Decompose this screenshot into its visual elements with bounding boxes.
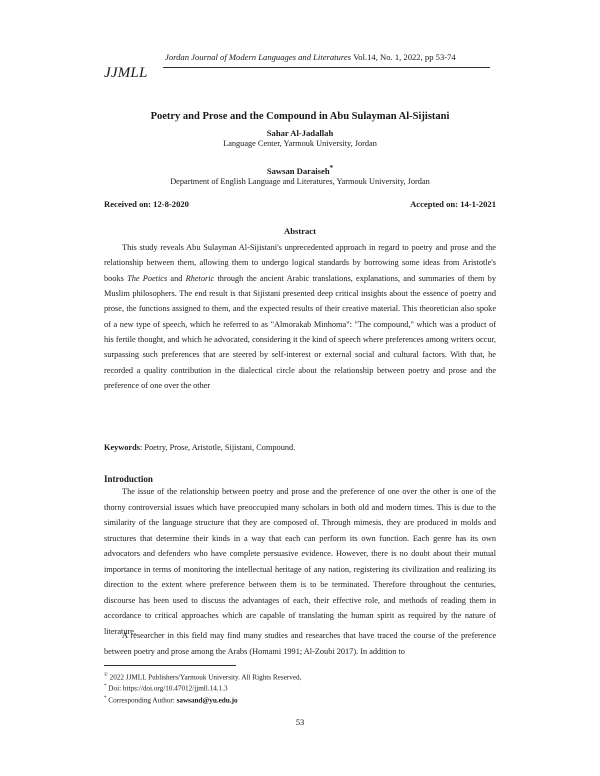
journal-header: [165, 52, 495, 62]
footnotes: [104, 671, 496, 705]
dates-row: [104, 199, 496, 209]
page-number: 53: [295, 717, 305, 727]
corresponding-email[interactable]: sawsand@yu.edu.jo: [176, 696, 238, 705]
footnote-copyright: © 2022 JJMLL Publishers/Yarmouk University. All Rights Reserved,: [104, 673, 302, 682]
doi-link[interactable]: Doi: https://doi.org/10.47012/jjmll.14.1.3: [106, 684, 228, 693]
author-name: Sawsan Daraiseh*: [266, 164, 334, 176]
journal-volume: Vol.14, No. 1, 2022, pp 53-74: [353, 52, 456, 62]
author-name: Sahar Al-Jadallah: [266, 128, 334, 138]
journal-logo: JJMLL: [104, 65, 148, 81]
keywords-list: : Poetry, Prose, Aristotle, Sijistani, Compound.: [139, 443, 296, 452]
book-title-poetics: The Poetics: [127, 273, 168, 283]
book-title-rhetoric: Rhetoric: [185, 273, 215, 283]
footnote-corresponding: * Corresponding Author: sawsand@yu.edu.jo: [104, 695, 238, 705]
footnote-doi: * Doi: https://doi.org/10.47012/jjmll.14.1.3: [104, 684, 228, 693]
accepted-date: Accepted on: 14-1-2021: [410, 199, 496, 209]
abstract-heading: Abstract: [284, 226, 316, 236]
body-paragraph-1: The issue of the relationship between poetry and prose and the preference of one over the other is one of the thorny controversial issues which have preoccupied many scholars in both old and modern times. This is due to the similarity of the language structure that they are composed of. Through mimesis, they are produced in molds and structures that determine their kinds in a way that each can perform its own function. Each genre has its own advocators and defenders who have complete persuasive evidence. However, there is no doubt about their mutual importance in terms of monitoring the intellectual heritage of any nation, registering its civilization and realizing its direction to the extent where preference between them is to be terminated. Therefore throughout the centuries, discourse has been used to discuss the advantages of each, their effective role, and methods of reading them in accordance to critical approaches which are capable of translating the human spirit as required by the nature of literature.: [104, 487, 496, 636]
paper-title: Poetry and Prose and the Compound in Abu Sulayman Al-Sijistani: [150, 111, 450, 122]
footnote-divider: [104, 665, 236, 666]
header-divider: [163, 67, 490, 68]
body-paragraph-2: A researcher in this field may find many studies and researches that have traced the course of the preference between poetry and prose among the Arabs (Homami 1991; Al-Zoubi 2017). In addition to: [104, 631, 496, 656]
journal-name: Jordan Journal of Modern Languages and Literatures: [165, 52, 352, 62]
introduction-heading: Introduction: [104, 474, 153, 484]
keywords-label: Keywords: [104, 443, 140, 452]
keywords: [104, 443, 496, 452]
author-marker: *: [329, 164, 334, 172]
author-block-1: [104, 128, 496, 148]
author-block-2: [104, 164, 496, 186]
abstract-text: This study reveals Abu Sulayman Al-Sijistani's unprecedented approach in regard to poetry and prose and the relationship between them, allowing them to undergo logical standards by borrowing some ideas from Aristotle's books The Poetics and Rhetoric through the ancient Arabic translations, explanations, and summaries of them by Muslim philosophers. The end result is that Sijistani presented deep critical insights about the essence of poetry and prose, the functions assigned to them, and the expected results of their creative material. This theoretician also spoke of a new type of speech, which he referred to as "Almorakab Minhoma": "The compound," which was a product of his fertile thought, and which he advocated, considering it the kind of speech where preferences among writers occur, surpassing such preferences that are steered by self-interest or external social and cultural factors. With that, he recorded a quality contribution in the dialectical circle about the relationship between poetry and prose and the preference of one over the other: [104, 243, 496, 391]
author-affiliation: Language Center, Yarmouk University, Jordan: [223, 139, 377, 148]
received-date: Received on: 12-8-2020: [104, 199, 189, 209]
author-affiliation: Department of English Language and Literatures, Yarmouk University, Jordan: [170, 176, 430, 186]
